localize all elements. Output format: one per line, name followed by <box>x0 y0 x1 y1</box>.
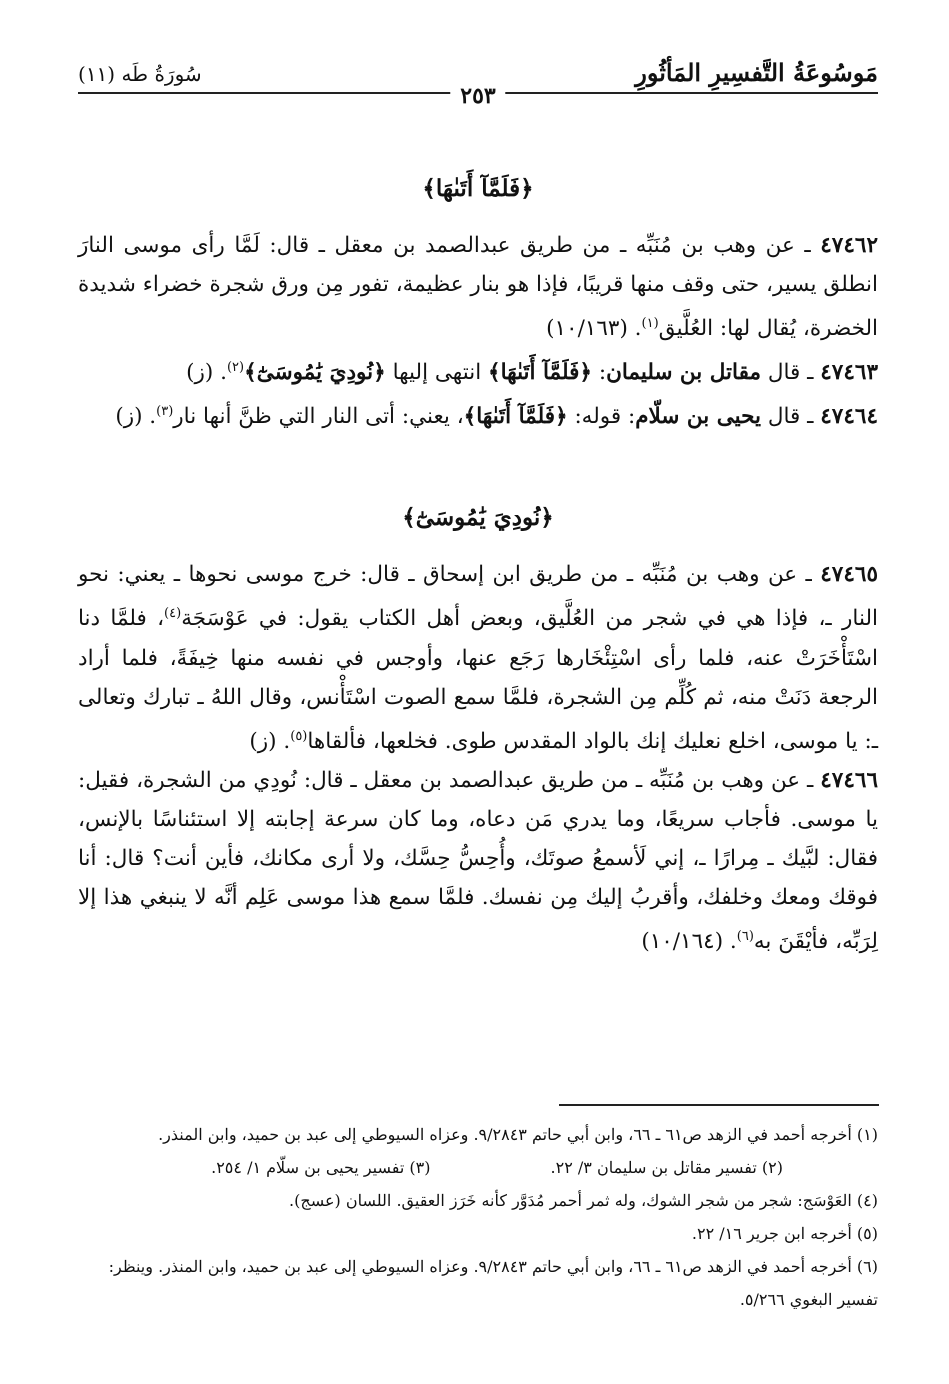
footnotes <box>78 1118 878 1316</box>
narration-text: : <box>591 360 607 386</box>
footnote-4: (٤) العَوْسَج: شجر من شجر الشوك، وله ثمر أحمر مُدَوَّر كأنه خَرَز العقيق. اللسان (عسج). <box>289 1191 878 1210</box>
narration-text: ، يعني: أتى النار التي ظنَّ أنها نار <box>173 404 464 430</box>
narration-number: ٤٧٤٦٤ <box>820 404 878 430</box>
main-content <box>78 155 878 961</box>
series-title: مَوسُوعَةُ التَّفسِيرِ المَأثُورِ <box>635 58 878 87</box>
narration-47466 <box>78 761 878 961</box>
footnote-3: (٣) تفسير يحيى بن سلّام ١/ ٢٥٤. <box>211 1158 431 1177</box>
page-number: ٢٥٣ <box>450 83 505 109</box>
narration-text: ـ قال <box>760 404 821 430</box>
narration-tail: . (ز) <box>249 728 291 754</box>
narration-text: ـ عن وهب بن مُنَبِّه ـ من طريق عبدالصمد بن معقل ـ قال: نُودِي من الشجرة، فقيل: يا موسى. فأجاب سريعًا، وما يدري مَن دعاه، وما كان سرعة إجابته إلا استئناسًا بالإنس، فقال: لبَّيك ـ مِرارًا ـ، إني لَأسمعُ صوتَك، وأُحِسُّ حِسَّك، ولا أرى مكانك، فأين أنت؟ قال: أنا فوقك ومعك وخلفك، وأقربُ إليك مِن نفسك. فلمَّا سمع هذا موسى عَلِم أنَّه لا ينبغي هذا إلا لِرَبِّه، فأيْقَنَ به <box>78 767 878 954</box>
surah-label: سُورَةُ طَه (١١) <box>78 62 202 86</box>
narrator-name: يحيى بن سلّام <box>635 404 761 430</box>
narration-47465 <box>78 555 878 760</box>
footnote-ref: (٥) <box>290 728 308 744</box>
footnote-ref: (٢) <box>226 360 245 376</box>
narration-text: ، فلمَّا دنا اسْتَأْخَرَتْ عنه، فلما رأى اسْتِئْخَارها رَجَع عنها، وأوجس في نفسه منها خِيفَةً، فلما أراد الرجعة دَنَتْ منه، ثم كُلِّم مِن الشجرة، فلمَّا سمع الصوت اسْتَأْنس، وقال اللهُ ـ تبارك وتعالى ـ: يا موسى، اخلع نعليك إنك بالواد المقدس طوى. فخلعها، فألقاها <box>78 606 878 754</box>
footnote-5: (٥) أخرجه ابن جرير ١٦/ ٢٢. <box>691 1224 878 1243</box>
narration-text: انتهى إليها <box>385 360 489 386</box>
narration-tail: . (ز) <box>186 360 227 386</box>
narrator-name: مقاتل بن سليمان <box>606 360 761 386</box>
footnote-row <box>78 1151 878 1184</box>
footnote-ref: (٣) <box>156 404 174 420</box>
footnote-ref: (٤) <box>164 606 182 622</box>
narration-47462 <box>78 226 878 348</box>
narration-47464 <box>78 392 878 436</box>
narration-47463 <box>78 348 878 392</box>
quran-quote: ﴿فَلَمَّآ أَتَىٰهَا﴾ <box>463 404 568 430</box>
narration-number: ٤٧٤٦٢ <box>820 233 878 258</box>
quran-quote: ﴿فَلَمَّآ أَتَىٰهَا﴾ <box>488 360 592 386</box>
narration-number: ٤٧٤٦٦ <box>820 767 878 793</box>
narration-tail: . (١٠/١٦٣) <box>546 316 642 342</box>
footnote-1: (١) أخرجه أحمد في الزهد ص٦١ ـ ٦٦، وابن أبي حاتم ٩/٢٨٤٣. وعزاه السيوطي إلى عبد بن حميد، وابن المنذر. <box>158 1125 878 1144</box>
narration-text: : قوله: <box>567 404 636 430</box>
section-heading-2: ﴿نُودِيَ يَٰمُوسَىٰٓ﴾ <box>402 504 554 532</box>
page-header <box>78 58 878 118</box>
narration-text: ـ عن وهب بن مُنَبِّه ـ من طريق عبدالصمد بن معقل ـ قال: لَمَّا رأى موسى النارَ انطلق يسير، حتى وقف منها قريبًا، فإذا هو بنار عظيمة، تفور مِن ورق شجرة خضراء شديدة الخضرة، يُقال لها: العُلَّيق <box>78 233 878 342</box>
quran-quote: ﴿نُودِيَ يَٰمُوسَىٰٓ﴾ <box>244 360 386 386</box>
narration-tail: . (ز) <box>115 404 157 430</box>
narration-number: ٤٧٤٦٥ <box>820 562 878 588</box>
footnote-ref: (٦) <box>736 928 754 944</box>
narration-text: ـ عن وهب بن مُنَبِّه ـ من طريق ابن إسحاق ـ قال: خرج موسى نحوها ـ يعني: نحو النار ـ، فإذا هي في شجر من العُلَّيق، وبعض أهل الكتاب يقول: في عَوْسَجَة <box>78 562 878 632</box>
footnote-6: (٦) أخرجه أحمد في الزهد ص٦١ ـ ٦٦، وابن أبي حاتم ٩/٢٨٤٣. وعزاه السيوطي إلى عبد بن حميد، وابن المنذر. وينظر: تفسير البغوي ٥/٢٦٦. <box>108 1257 878 1309</box>
footnote-ref: (١) <box>641 316 659 331</box>
narration-text: ـ قال <box>760 360 821 386</box>
narration-tail: . (١٠/١٦٤) <box>641 928 737 954</box>
footnote-2: (٢) تفسير مقاتل بن سليمان ٣/ ٢٢. <box>550 1158 783 1177</box>
narration-number: ٤٧٤٦٣ <box>820 360 878 386</box>
footnote-separator <box>559 1104 879 1106</box>
section-heading-1: ﴿فَلَمَّآ أَتَىٰهَا﴾ <box>422 175 534 202</box>
